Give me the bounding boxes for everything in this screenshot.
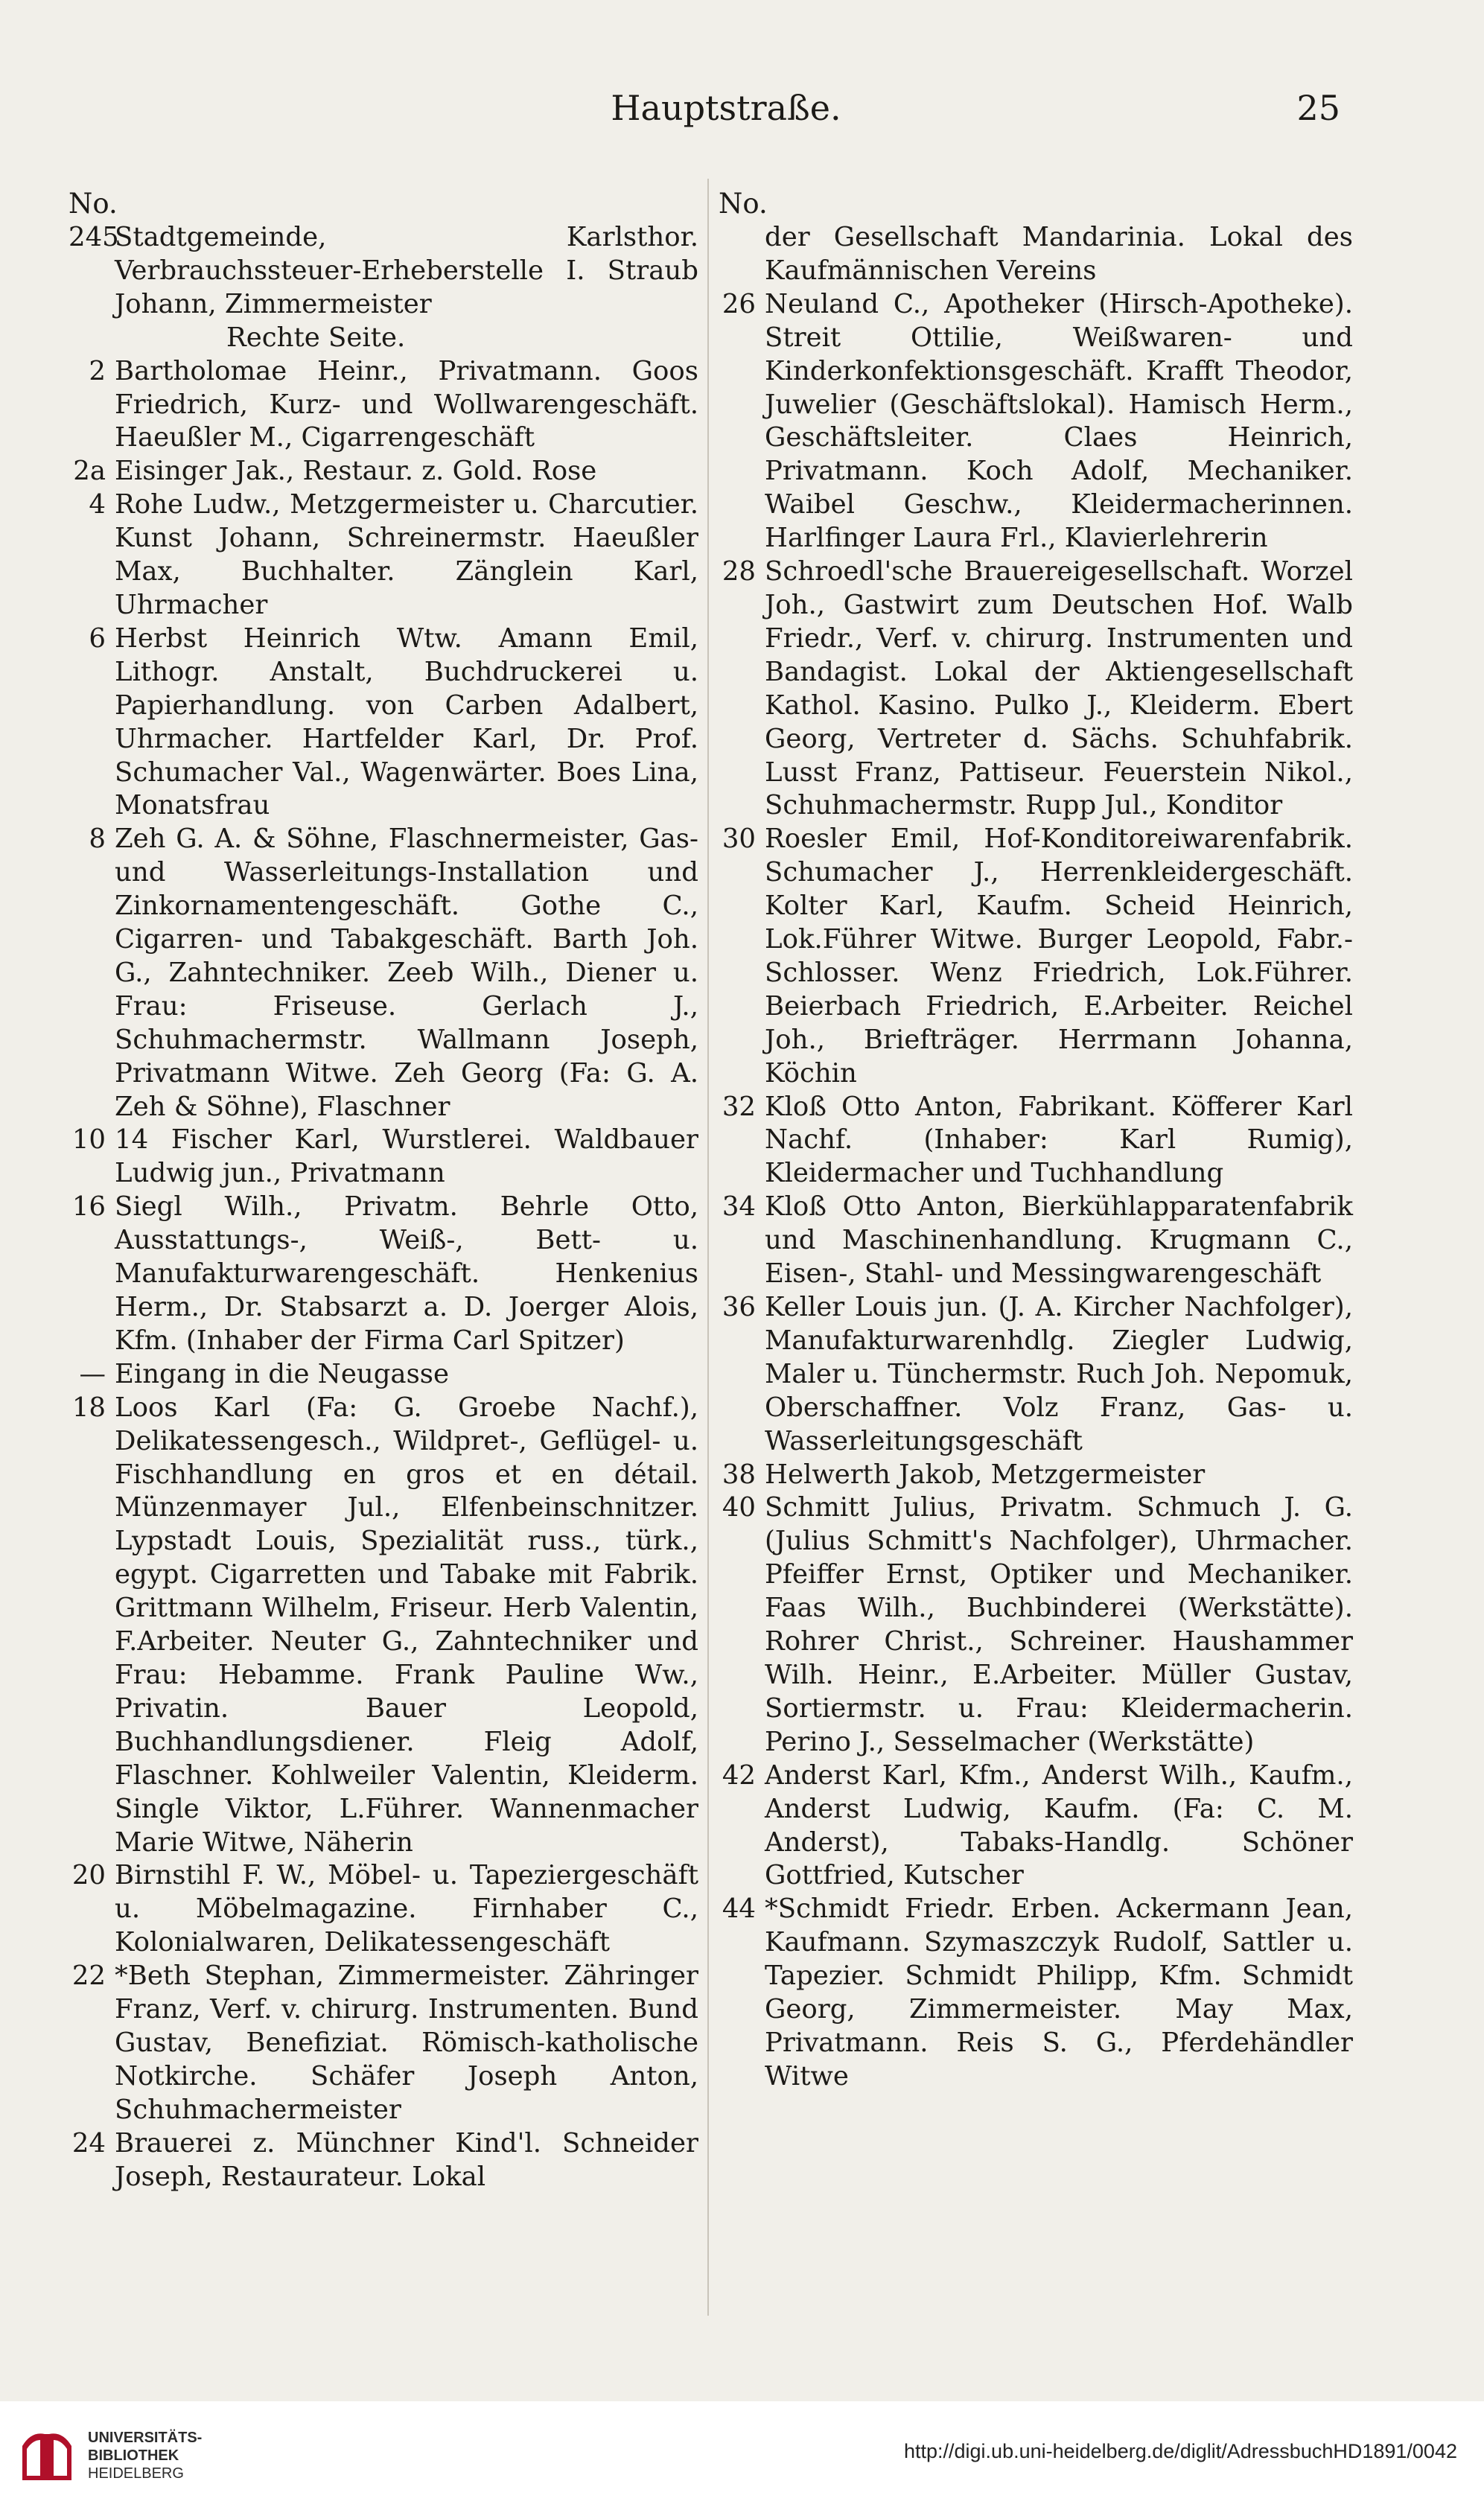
- house-number: 6: [89, 622, 106, 654]
- left-column: [69, 186, 698, 2194]
- house-number: 24: [71, 2127, 106, 2159]
- entry-text: Stadtgemeinde, Karlsthor. Verbrauchssteuer-Erheberstelle I. Straub Johann, Zimmermeister: [115, 222, 698, 319]
- entry-text: *Schmidt Friedr. Erben. Ackermann Jean, Kaufmann. Szymaszczyk Rudolf, Sattler u. Tapezier. Schmidt Philipp, Kfm. Schmidt Georg, Zimmermeister. May Max, Privatmann. Reis S. G., Pferdehändler Witwe: [765, 1893, 1353, 2092]
- directory-entry: [69, 1124, 698, 1191]
- directory-entry: [719, 221, 1353, 288]
- house-number: 38: [722, 1459, 756, 1490]
- page-header: [97, 88, 1355, 133]
- directory-entry: [69, 1960, 698, 2127]
- page-number: 25: [1296, 88, 1340, 128]
- directory-entry: [719, 1291, 1353, 1459]
- house-number: 26: [722, 288, 756, 319]
- house-number: 2a: [73, 456, 106, 487]
- number-heading: No.: [69, 188, 118, 220]
- entry-list: [69, 221, 698, 2194]
- entry-text: 14 Fischer Karl, Wurstlerei. Waldbauer Ludwig jun., Privatmann: [115, 1124, 698, 1189]
- house-number: 40: [722, 1492, 756, 1523]
- directory-entry: [69, 1859, 698, 1960]
- entry-text: Herbst Heinrich Wtw. Amann Emil, Lithogr. Anstalt, Buchdruckerei u. Papierhandlung. von Carben Adalbert, Uhrmacher. Hartfelder Karl, Dr. Prof. Schumacher Val., Wagenwärter. Boes Lina, Monatsfrau: [115, 622, 698, 821]
- house-number: [69, 322, 115, 355]
- entry-text: Schroedl'sche Brauereigesellschaft. Worzel Joh., Gastwirt zum Deutschen Hof. Walb Friedr., Verf. v. chirurg. Instrumenten und Bandagist. Lokal der Aktiengesellschaft Kathol. Kasino. Pulko J., Kleiderm. Ebert Georg, Vertreter d. Sächs. Schuhfabrik. Lusst Franz, Pattiseur. Feuerstein Nikol., Schuhmachermstr. Rupp Jul., Konditor: [765, 556, 1353, 821]
- house-number: —: [79, 1358, 106, 1389]
- section-subheading: Rechte Seite.: [226, 322, 406, 353]
- entry-text: Eingang in die Neugasse: [115, 1358, 450, 1389]
- entry-text: Eisinger Jak., Restaur. z. Gold. Rose: [115, 456, 597, 487]
- house-number: 2: [89, 355, 106, 386]
- house-number: 32: [722, 1091, 756, 1122]
- university-seal-icon: [15, 2424, 79, 2488]
- entry-text: Rohe Ludw., Metzgermeister u. Charcutier. Kunst Johann, Schreinermstr. Haeußler Max, Buchhalter. Zänglein Karl, Uhrmacher: [115, 489, 698, 620]
- house-number: 8: [89, 824, 106, 855]
- directory-entry: [69, 1191, 698, 1358]
- entry-text: Brauerei z. Münchner Kind'l. Schneider Joseph, Restaurateur. Lokal: [115, 2127, 698, 2192]
- directory-entry: [69, 488, 698, 622]
- house-number: 36: [722, 1292, 756, 1322]
- house-number: 44: [722, 1893, 756, 1925]
- house-number: 16: [71, 1191, 106, 1223]
- entry-text: Bartholomae Heinr., Privatmann. Goos Friedrich, Kurz- und Wollwarengeschäft. Haeußler M., Cigarrengeschäft: [115, 355, 698, 453]
- library-logo-text: UNIVERSITÄTS- BIBLIOTHEK HEIDELBERG: [88, 2430, 203, 2482]
- directory-entry: [719, 1459, 1353, 1492]
- house-number: 22: [71, 1960, 106, 1992]
- number-heading: No.: [719, 188, 768, 220]
- directory-entry: [69, 1358, 698, 1392]
- entry-text: Schmitt Julius, Privatm. Schmuch J. G. (Julius Schmitt's Nachfolger), Uhrmacher. Pfeiffer Ernst, Optiker und Mechaniker. Faas Wilh., Buchbinderei (Werkstätte). Rohrer Christ., Schreiner. Haushammer Wilh. Heinr., E.Arbeiter. Müller Gustav, Sortiermstr. u. Frau: Kleidermacherin. Perino J., Sesselmacher (Werkstätte): [765, 1492, 1353, 1757]
- entry-text: *Beth Stephan, Zimmermeister. Zähringer Franz, Verf. v. chirurg. Instrumenten. Bund Gustav, Benefiziat. Römisch-katholische Notkirche. Schäfer Joseph Anton, Schuhmachermeister: [115, 1960, 698, 2125]
- entry-text: der Gesellschaft Mandarinia. Lokal des Kaufmännischen Vereins: [765, 222, 1353, 286]
- directory-entry: [719, 1191, 1353, 1291]
- entry-text: Anderst Karl, Kfm., Anderst Wilh., Kaufm., Anderst Ludwig, Kaufm. (Fa: C. M. Anderst), Tabaks-Handlg. Schöner Gottfried, Kutscher: [765, 1759, 1353, 1891]
- directory-entry: [69, 2127, 698, 2194]
- entry-text: Helwerth Jakob, Metzgermeister: [765, 1459, 1206, 1490]
- house-number: 245: [69, 222, 119, 252]
- directory-entry: [69, 221, 698, 322]
- entry-text: Neuland C., Apotheker (Hirsch-Apotheke). Streit Ottilie, Weißwaren- und Kinderkonfektionsgeschäft. Krafft Theodor, Juwelier (Geschäftslokal). Hamisch Herm., Geschäftsleiter. Claes Heinrich, Privatmann. Koch Adolf, Mechaniker. Waibel Geschw., Kleidermacherinnen. Harlfinger Laura Frl., Klavierlehrerin: [765, 288, 1353, 554]
- house-number: 4: [89, 489, 106, 520]
- directory-entry: [69, 1392, 698, 1860]
- entry-text: Kloß Otto Anton, Bierkühlapparatenfabrik und Maschinenhandlung. Krugmann C., Eisen-, Stahl- und Messingwarengeschäft: [765, 1191, 1353, 1290]
- source-url-link[interactable]: http://digi.ub.uni-heidelberg.de/diglit/AdressbuchHD1891/0042: [903, 2440, 1457, 2462]
- directory-entry: [69, 622, 698, 823]
- entry-list: [719, 221, 1353, 2094]
- directory-entry: [719, 1893, 1353, 2093]
- entry-text: Loos Karl (Fa: G. Groebe Nachf.), Delikatessengesch., Wildpret-, Geflügel- u. Fischhandlung en gros et en détail. Münzenmayer Jul., Elfenbeinschnitzer. Lypstadt Louis, Spezialität russ., türk., egypt. Cigarretten und Tabake mit Fabrik. Grittmann Wilhelm, Friseur. Herb Valentin, F.Arbeiter. Neuter G., Zahntechniker und Frau: Hebamme. Frank Pauline Ww., Privatin. Bauer Leopold, Buchhandlungsdiener. Fleig Adolf, Flaschner. Kohlweiler Valentin, Kleiderm. Single Viktor, L.Führer. Wannenmacher Marie Witwe, Näherin: [115, 1392, 698, 1858]
- directory-entry: [69, 355, 698, 456]
- footer-bar: [0, 2401, 1484, 2510]
- entry-text: Kloß Otto Anton, Fabrikant. Köfferer Karl Nachf. (Inhaber: Karl Rumig), Kleidermacher und Tuchhandlung: [765, 1091, 1353, 1189]
- entry-text: Birnstihl F. W., Möbel- u. Tapeziergeschäft u. Möbelmagazine. Firnhaber C., Kolonialwaren, Delikatessengeschäft: [115, 1860, 698, 1958]
- directory-entry: [719, 823, 1353, 1090]
- entry-text: Zeh G. A. & Söhne, Flaschnermeister, Gas- und Wasserleitungs-Installation und Zinkornamentengeschäft. Gothe C., Cigarren- und Tabakgeschäft. Barth Joh. G., Zahntechniker. Zeeb Wilh., Diener u. Frau: Friseuse. Gerlach J., Schuhmachermstr. Wallmann Joseph, Privatmann Witwe. Zeh Georg (Fa: G. A. Zeh & Söhne), Flaschner: [115, 824, 698, 1122]
- house-number: 28: [722, 556, 756, 587]
- house-number: 18: [71, 1392, 106, 1423]
- directory-entry: [719, 555, 1353, 823]
- directory-entry: [69, 322, 698, 355]
- house-number: 34: [722, 1191, 756, 1223]
- house-number: 10: [71, 1124, 106, 1156]
- entry-text: Keller Louis jun. (J. A. Kircher Nachfolger), Manufakturwarenhdlg. Ziegler Ludwig, Maler u. Tünchermstr. Ruch Joh. Nepomuk, Oberschaffner. Volz Franz, Gas- u. Wasserleitungsgeschäft: [765, 1292, 1353, 1456]
- entry-text: Siegl Wilh., Privatm. Behrle Otto, Ausstattungs-, Weiß-, Bett- u. Manufakturwarengeschäft. Henkenius Herm., Dr. Stabsarzt a. D. Joerger Alois, Kfm. (Inhaber der Firma Carl Spitzer): [115, 1191, 698, 1356]
- directory-entry: [719, 1091, 1353, 1191]
- directory-entry: [69, 823, 698, 1124]
- column-divider: [707, 179, 709, 2316]
- page-title: Hauptstraße.: [611, 88, 841, 128]
- directory-entry: [719, 1491, 1353, 1759]
- directory-entry: [69, 455, 698, 488]
- directory-entry: [719, 1759, 1353, 1893]
- house-number: 30: [722, 824, 756, 855]
- house-number: 42: [722, 1759, 756, 1791]
- directory-entry: [719, 288, 1353, 555]
- house-number: 20: [71, 1860, 106, 1891]
- right-column: [719, 186, 1353, 2094]
- entry-text: Roesler Emil, Hof-Konditoreiwarenfabrik. Schumacher J., Herrenkleidergeschäft. Kolter Karl, Kaufm. Scheid Heinrich, Lok.Führer Witwe. Burger Leopold, Fabr.-Schlosser. Wenz Friedrich, Lok.Führer. Beierbach Friedrich, E.Arbeiter. Reichel Joh., Briefträger. Herrmann Johanna, Köchin: [765, 824, 1353, 1089]
